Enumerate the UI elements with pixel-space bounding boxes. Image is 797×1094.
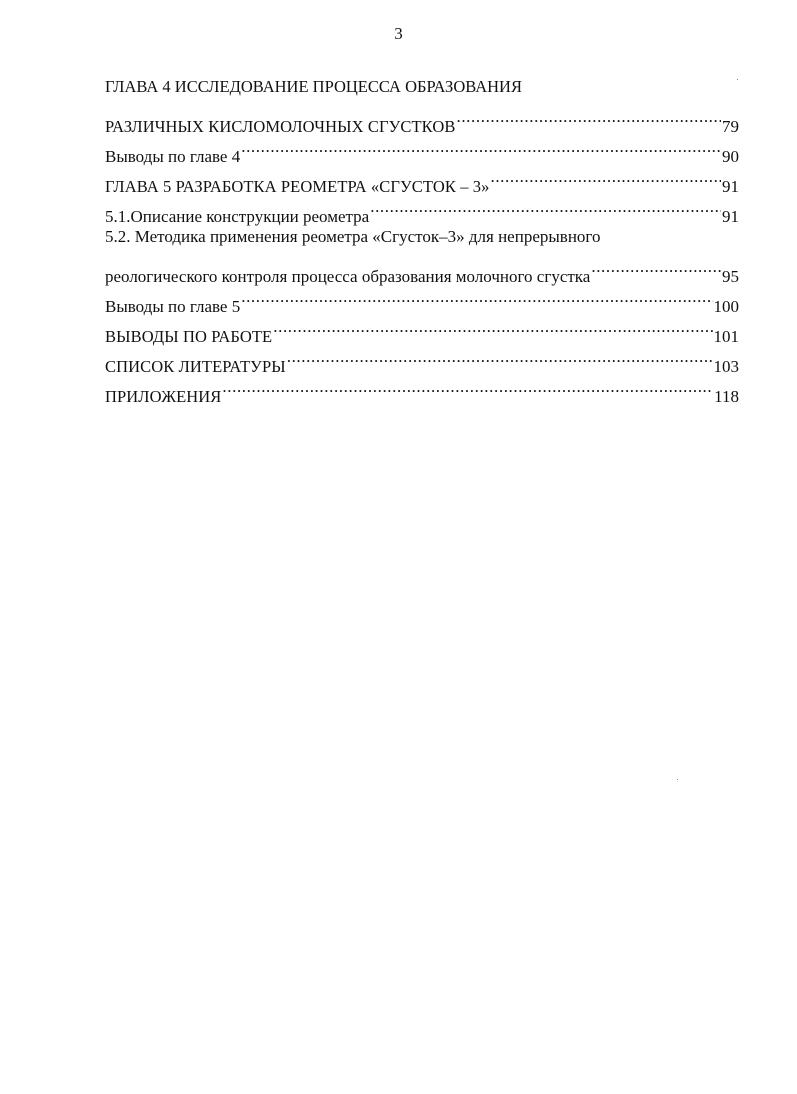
toc-section-5-2-title-line2: реологического контроля процесса образования молочного сгустка <box>105 267 591 286</box>
toc-section-5-1-title: 5.1.Описание конструкции реометра <box>105 207 370 226</box>
toc-references-title: СПИСОК ЛИТЕРАТУРЫ <box>105 357 286 376</box>
toc-chapter-5-conclusions-page: 100 <box>713 297 739 316</box>
dot-leader <box>241 132 721 162</box>
dot-leader <box>273 312 712 342</box>
toc-chapter-4-conclusions-page: 90 <box>722 147 739 166</box>
table-of-contents <box>105 72 739 406</box>
toc-chapter-5-page: 91 <box>722 177 739 196</box>
toc-section-5-2-page: 95 <box>722 267 739 286</box>
toc-section-5-1-page: 91 <box>722 207 739 226</box>
dot-leader <box>490 162 721 192</box>
toc-chapter-4-conclusions-title: Выводы по главе 4 <box>105 147 241 166</box>
toc-entry-section-5-2 <box>105 252 739 286</box>
toc-section-5-2-title-line1: 5.2. Методика применения реометра «Сгусток–3» для непрерывного <box>105 227 601 246</box>
toc-work-conclusions-title: ВЫВОДЫ ПО РАБОТЕ <box>105 327 273 346</box>
dot-leader <box>370 192 721 222</box>
toc-work-conclusions-page: 101 <box>713 327 739 346</box>
toc-entry-chapter-4 <box>105 102 739 136</box>
dot-leader <box>287 342 713 372</box>
toc-appendices-title: ПРИЛОЖЕНИЯ <box>105 387 222 406</box>
toc-chapter-5-title: ГЛАВА 5 РАЗРАБОТКА РЕОМЕТРА «СГУСТОК – 3» <box>105 177 490 196</box>
dot-leader <box>456 102 721 132</box>
toc-chapter-4-title-line1: ГЛАВА 4 ИССЛЕДОВАНИЕ ПРОЦЕССА ОБРАЗОВАНИЯ <box>105 77 522 96</box>
toc-references-page: 103 <box>713 357 739 376</box>
scan-speck <box>677 779 678 780</box>
dot-leader <box>241 282 712 312</box>
toc-chapter-5-conclusions-title: Выводы по главе 5 <box>105 297 241 316</box>
dot-leader <box>222 372 713 402</box>
dot-leader <box>591 252 721 282</box>
page-number: 3 <box>394 24 403 43</box>
toc-chapter-4-page: 79 <box>722 117 739 136</box>
scan-speck <box>737 79 738 80</box>
toc-appendices-page: 118 <box>714 387 739 406</box>
toc-chapter-4-title-line2: РАЗЛИЧНЫХ КИСЛОМОЛОЧНЫХ СГУСТКОВ <box>105 117 456 136</box>
